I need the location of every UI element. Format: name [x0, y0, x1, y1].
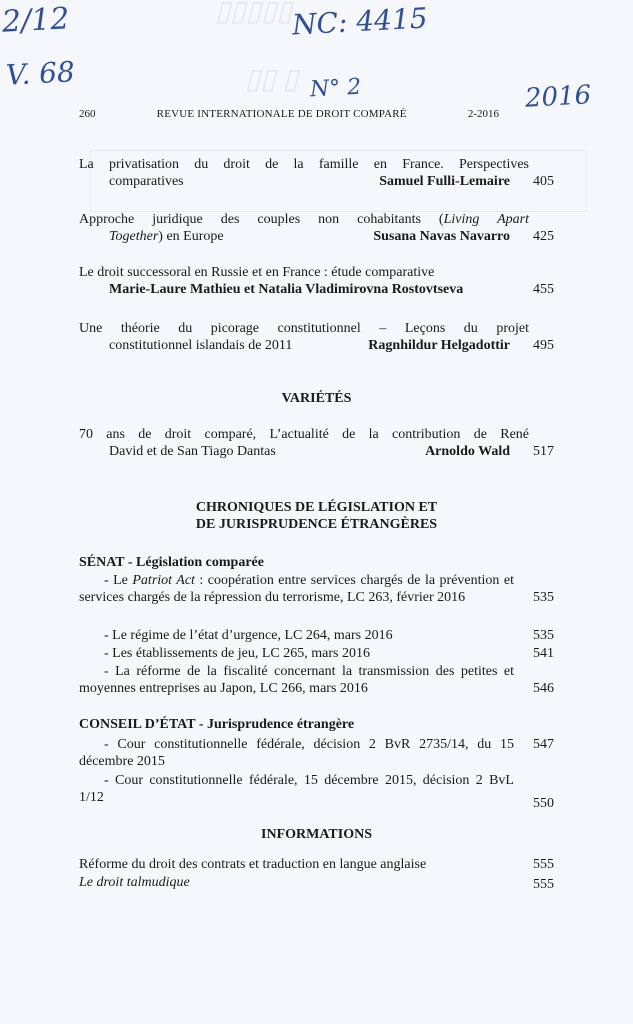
toc-item: - Cour constitutionnelle fédérale, 15 décembre 2015, décision 2 BvL 1/12 550 [79, 773, 554, 811]
entry-page: 555 [533, 857, 554, 872]
toc-item: Le droit talmudique 555 [79, 875, 554, 892]
entry-title: Une théorie du picorage constitutionnel – Leçons du projet [79, 321, 529, 336]
toc-entry [79, 156, 554, 190]
entry-page: 495 [533, 338, 554, 353]
show-through-text: ▯▯▯▯▯ [215, 0, 293, 27]
entry-author: Marie-Laure Mathieu et Natalia Vladimirovna Rostovtseva [109, 282, 464, 297]
entry-title: Le droit successoral en Russie et en France : étude comparative [79, 265, 435, 280]
entry-title: Approche juridique des couples non cohabitants (Living Apart [79, 212, 530, 227]
show-through-text: ▯▯ ▯ [245, 64, 299, 95]
toc-entry [79, 264, 554, 298]
subsection-senat: SÉNAT - Législation comparée [79, 555, 264, 570]
handwritten-note-notice: NC: 4415 [291, 1, 429, 42]
section-heading-informations: INFORMATIONS [261, 827, 372, 842]
handwritten-note-volume: V. 68 [5, 55, 76, 92]
entry-author: Ragnhildur Helgadottir [368, 338, 510, 353]
entry-title-cont: David et de San Tiago Dantas [109, 444, 276, 459]
entry-page: 541 [533, 646, 554, 661]
toc-entry [79, 426, 554, 460]
entry-page: 535 [533, 628, 554, 643]
handwritten-note-year: 2016 [524, 80, 592, 114]
toc-item: Réforme du droit des contrats et traduction en langue anglaise 555 [79, 857, 554, 872]
entry-page: 546 [533, 681, 554, 696]
toc-item: - La réforme de la fiscalité concernant la transmission des petites et moyennes entreprises au Japon, LC 266, mars 2016 546 [79, 664, 554, 696]
entry-page: 535 [533, 590, 554, 605]
entry-title: 70 ans de droit comparé, L’actualité de la contribution de René [79, 427, 529, 442]
header-page-number: 260 [79, 108, 96, 120]
entry-author: Arnoldo Wald [425, 444, 510, 459]
entry-page: 550 [533, 796, 554, 811]
subsection-conseil-etat: CONSEIL D’ÉTAT - Jurisprudence étrangère [79, 717, 355, 732]
toc-item: - Le régime de l’état d’urgence, LC 264, mars 2016 535 [104, 628, 554, 643]
entry-title: La privatisation du droit de la famille en France. Perspectives [79, 157, 529, 172]
entry-title-cont: constitutionnel islandais de 2011 [109, 338, 293, 353]
entry-page: 425 [533, 229, 554, 244]
entry-title-cont: comparatives [109, 174, 184, 189]
entry-page: 555 [533, 877, 554, 892]
toc-item: - Cour constitutionnelle fédérale, décision 2 BvR 2735/14, du 15 décembre 2015 547 [79, 737, 554, 769]
entry-title-cont: Together) en Europe [109, 229, 224, 244]
toc-entry [79, 320, 554, 354]
handwritten-note-issue: N° 2 [309, 74, 362, 103]
entry-author: Samuel Fulli-Lemaire [379, 174, 510, 189]
running-header [79, 108, 499, 120]
toc-item: - Le Patriot Act : coopération entre services chargés de la prévention et services chargés de la répression du terrorisme, LC 263, février 2016 535 [79, 573, 554, 605]
entry-page: 547 [533, 737, 554, 752]
header-journal-title: REVUE INTERNATIONALE DE DROIT COMPARÉ [156, 108, 407, 120]
entry-page: 455 [533, 282, 554, 297]
entry-author: Susana Navas Navarro [373, 229, 510, 244]
handwritten-note-top-left: 2/12 [1, 1, 71, 40]
toc-entry [79, 211, 554, 245]
toc-item: - Les établissements de jeu, LC 265, mars 2016 541 [104, 646, 554, 661]
entry-page: 405 [533, 174, 554, 189]
entry-page: 517 [533, 444, 554, 459]
header-issue: 2-2016 [467, 108, 499, 120]
section-heading-chroniques: CHRONIQUES DE LÉGISLATION ET DE JURISPRUDENCE ÉTRANGÈRES [195, 500, 438, 532]
section-heading-varietes: VARIÉTÉS [281, 391, 352, 406]
